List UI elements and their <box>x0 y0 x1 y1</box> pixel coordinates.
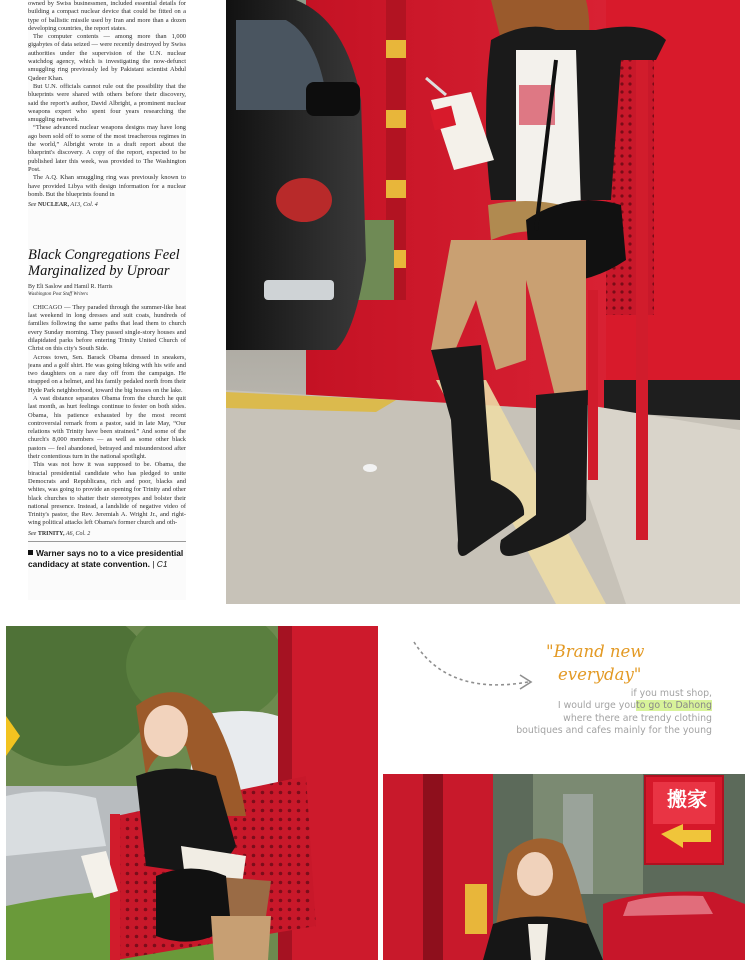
highlighted-text: to go to Dahong <box>636 700 712 712</box>
promo-title-line: everyday" <box>558 665 642 684</box>
newspaper-column <box>28 0 186 600</box>
photo-model-sitting-on-railing <box>6 626 378 960</box>
article-paragraph: Across town, Sen. Barack Obama dressed in sneakers, jeans and a golf shirt. He was going biking with his wife and two daughters on a rare day off from the campaign. He strapped on a helmet, and his family pedaled north from their Hyde Park neighborhood, toward the big houses on the lake. <box>28 353 186 394</box>
promo-caption <box>408 636 718 746</box>
bullet-icon <box>28 550 33 555</box>
article-paragraph: CHICAGO — They paraded through the summer-like heat last weekend in long dresses and suit coats, hundreds of families following the same paths that lead them to church every Sunday morning. They passed single-story houses and dilapidated parks before entering Trinity United Church of Christ on this city's South Side. <box>28 303 186 353</box>
article-headline: Black Congregations Feel Marginalized by Uproar <box>28 247 180 280</box>
promo-line: where there are trendy clothing <box>563 712 712 724</box>
article-paragraph: A vast distance separates Obama from the church he quit last month, as hurt feelings continue to fester on both sides. Obama, his patience exhausted by the most recent controversial remark from a pastor, said in late May, “Our relations with Trinity have been strained.” And some of the church's 8,000 members — as well as some other black pastors — feel abandoned, betrayed and misunderstood after their contentious turn in the national spotlight. <box>28 394 186 461</box>
photo-model-street-portrait <box>383 774 745 960</box>
sign-text: 搬家 <box>667 787 707 811</box>
article-paragraph: The computer contents — among more than 1,000 gigabytes of data seized — were recently destroyed by Swiss authorities under the supervision of the U.N. nuclear watchdog agency, which is investigating the now-defunct smuggling ring previously led by Pakistani scientist Abdul Qadeer Khan. <box>28 33 186 82</box>
promo-title <box>546 640 696 686</box>
divider <box>28 541 186 542</box>
article-paragraph: But U.N. officials cannot rule out the possibility that the blueprints were shared with others before their discovery, said the report's author, David Albright, a prominent nuclear weapons expert who spent four years researching the smuggling network. <box>28 82 186 124</box>
article-paragraph: This was not how it was supposed to be. Obama, the biracial presidential candidate who has pledged to unite Democrats and Republicans, rich and poor, blacks and whites, was going to provide an opening for Trinity and other black churches to shatter their stereotypes and bolster their national presence. Instead, a landslide of negative video of Trinity's pastor, the Rev. Jeremiah A. Wright Jr., and right-wing political attacks left Obama's former church and oth- <box>28 461 186 527</box>
promo-line: boutiques and cafes mainly for the young <box>516 724 712 736</box>
article-paragraph: “These advanced nuclear weapons designs may have long ago been sold off to some of the most treacherous regimes in the world,” Albright wrote in a draft report about the blueprint's discovery. A copy of the report, expected to be published later this week, was provided to The Washington Post. <box>28 124 186 173</box>
article-teaser: Warner says no to a vice presidential candidacy at state convention. | C1 <box>28 548 184 569</box>
article-paragraph: The A.Q. Khan smuggling ring was previously known to have provided Libya with design information for a nuclear bomb. But the blueprints found in <box>28 174 186 198</box>
promo-line: I would urge youto go to Dahong <box>557 700 712 712</box>
promo-body <box>492 688 712 737</box>
article-byline: By Eli Saslow and Hamil R. Harris <box>28 284 113 291</box>
article-intro: owned by Swiss businessmen, included essential details for building a compact nuclear device that could be fitted on a type of ballistic missile used by Iran and more than a dozen developing countries, the report states. <box>28 0 186 32</box>
photo-model-leaning-on-railing <box>226 0 740 604</box>
continuation-ref: See NUCLEAR, A13, Col. 4 <box>28 202 98 209</box>
promo-title-line: "Brand new <box>546 642 645 661</box>
promo-line: if you must shop, <box>630 688 712 699</box>
article-staff-line: Washington Post Staff Writers <box>28 292 88 298</box>
continuation-ref: See TRINITY, A6, Col. 2 <box>28 530 91 537</box>
